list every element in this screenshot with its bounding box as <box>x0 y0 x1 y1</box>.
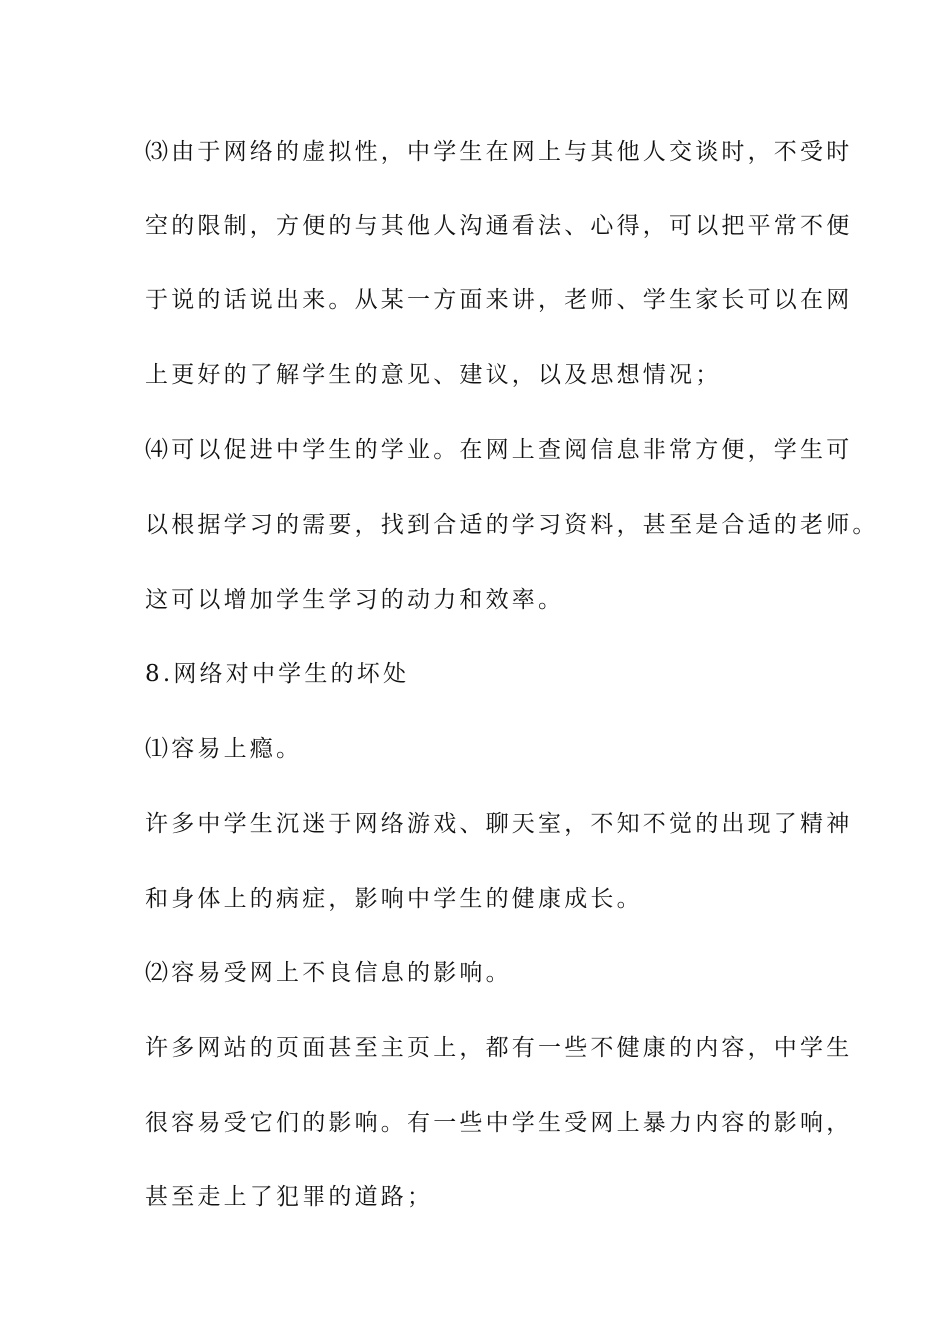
text-line: ⑶由于网络的虚拟性，中学生在网上与其他人交谈时，不受时 <box>145 139 853 165</box>
text-line: ⑴容易上瘾。 <box>145 736 303 762</box>
text-line: 很容易受它们的影响。有一些中学生受网上暴力内容的影响， <box>145 1110 853 1136</box>
text-line: 许多中学生沉迷于网络游戏、聊天室，不知不觉的出现了精神 <box>145 811 853 837</box>
text-line: 许多网站的页面甚至主页上，都有一些不健康的内容，中学生 <box>145 1035 853 1061</box>
text-line: 于说的话说出来。从某一方面来讲，老师、学生家长可以在网 <box>145 287 853 313</box>
text-line: 和身体上的病症，影响中学生的健康成长。 <box>145 886 643 912</box>
text-line: ⑷可以促进中学生的学业。在网上查阅信息非常方便，学生可 <box>145 437 853 463</box>
text-line: ⑵容易受网上不良信息的影响。 <box>145 960 512 986</box>
text-line: 空的限制，方便的与其他人沟通看法、心得，可以把平常不便 <box>145 213 853 239</box>
section-heading: 8.网络对中学生的坏处 <box>145 661 410 687</box>
text-line: 以根据学习的需要，找到合适的学习资料，甚至是合适的老师。 <box>145 512 879 538</box>
text-line: 甚至走上了犯罪的道路； <box>145 1184 434 1210</box>
text-line: 上更好的了解学生的意见、建议，以及思想情况； <box>145 362 722 388</box>
text-line: 这可以增加学生学习的动力和效率。 <box>145 587 565 613</box>
